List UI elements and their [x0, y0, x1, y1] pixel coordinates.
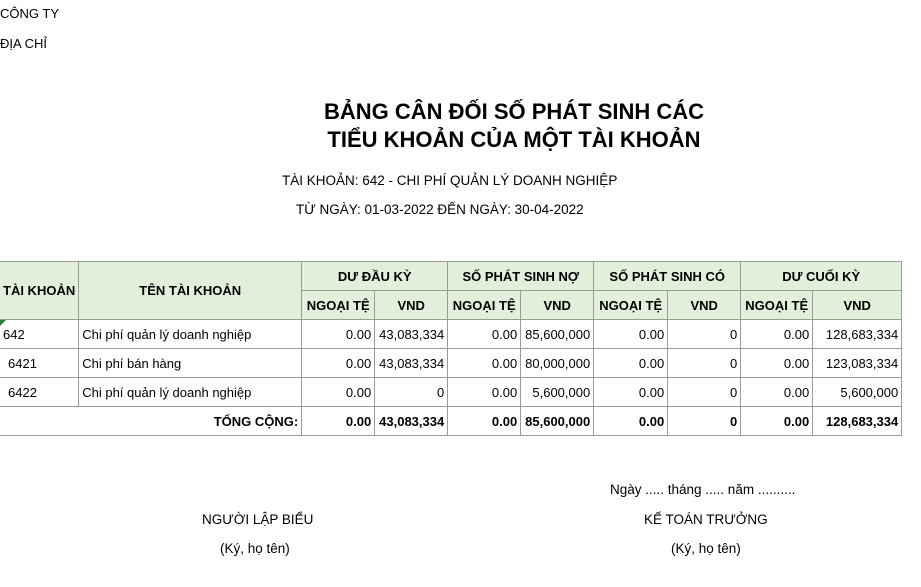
account-name-cell: Chi phí bán hàng	[79, 349, 302, 378]
sub-header-foreign: NGOẠI TỆ	[448, 291, 521, 320]
table-row	[0, 378, 902, 407]
preparer-title: NGƯỜI LẬP BIỂU	[202, 512, 314, 527]
table-row	[0, 349, 902, 378]
total-label: TỔNG CỘNG:	[0, 407, 302, 436]
preparer-sign-note: (Ký, họ tên)	[220, 541, 290, 556]
closing-vnd: 123,083,334	[813, 349, 902, 378]
account-code: 6422	[8, 384, 37, 400]
total-opening-foreign: 0.00	[302, 407, 375, 436]
total-credit-vnd: 0	[668, 407, 741, 436]
credit-vnd: 0	[668, 378, 741, 407]
opening-foreign: 0.00	[302, 349, 375, 378]
cell-note-flag-icon	[0, 320, 6, 326]
balance-table	[0, 261, 902, 436]
group-header-credit: SỐ PHÁT SINH CÓ	[594, 262, 741, 291]
sub-header-foreign: NGOẠI TỆ	[594, 291, 668, 320]
sub-header-vnd: VND	[813, 291, 902, 320]
signature-date-placeholder: Ngày ..... tháng ..... năm ..........	[610, 482, 796, 497]
group-header-opening: DƯ ĐẦU KỲ	[302, 262, 448, 291]
closing-vnd: 128,683,334	[813, 320, 902, 349]
col-header-name: TÊN TÀI KHOẢN	[79, 262, 302, 320]
opening-foreign: 0.00	[302, 378, 375, 407]
sub-header-vnd: VND	[668, 291, 741, 320]
sub-header-vnd: VND	[521, 291, 594, 320]
closing-foreign: 0.00	[741, 378, 813, 407]
date-range-line: TỪ NGÀY: 01-03-2022 ĐẾN NGÀY: 30-04-2022	[296, 202, 584, 217]
account-code-cell	[0, 320, 79, 349]
account-name-cell: Chi phí quản lý doanh nghiệp	[79, 378, 302, 407]
account-line: TÀI KHOẢN: 642 - CHI PHÍ QUẢN LÝ DOANH NGHIỆP	[282, 173, 618, 188]
credit-vnd: 0	[668, 320, 741, 349]
closing-vnd: 5,600,000	[813, 378, 902, 407]
table-row	[0, 320, 902, 349]
account-code-cell	[0, 378, 79, 407]
account-code: 642	[3, 326, 25, 342]
credit-vnd: 0	[668, 349, 741, 378]
address-label: ĐỊA CHỈ	[0, 36, 47, 51]
company-label: CÔNG TY	[0, 6, 59, 21]
closing-foreign: 0.00	[741, 320, 813, 349]
group-header-debit: SỐ PHÁT SINH NỢ	[448, 262, 594, 291]
total-opening-vnd: 43,083,334	[375, 407, 448, 436]
chief-accountant-sign-note: (Ký, họ tên)	[671, 541, 741, 556]
chief-accountant-title: KẾ TOÁN TRƯỞNG	[644, 512, 768, 527]
debit-foreign: 0.00	[448, 349, 521, 378]
credit-foreign: 0.00	[594, 378, 668, 407]
opening-vnd: 0	[375, 378, 448, 407]
closing-foreign: 0.00	[741, 349, 813, 378]
total-credit-foreign: 0.00	[594, 407, 668, 436]
account-name-cell: Chi phí quản lý doanh nghiệp	[79, 320, 302, 349]
opening-vnd: 43,083,334	[375, 349, 448, 378]
sub-header-foreign: NGOẠI TỆ	[302, 291, 375, 320]
debit-vnd: 85,600,000	[521, 320, 594, 349]
credit-foreign: 0.00	[594, 349, 668, 378]
debit-foreign: 0.00	[448, 320, 521, 349]
opening-foreign: 0.00	[302, 320, 375, 349]
report-title-line1: BẢNG CÂN ĐỐI SỐ PHÁT SINH CÁC	[323, 99, 705, 124]
header-row-1	[0, 262, 902, 291]
debit-vnd: 5,600,000	[521, 378, 594, 407]
report-title-line2: TIỂU KHOẢN CỦA MỘT TÀI KHOẢN	[327, 127, 701, 152]
debit-foreign: 0.00	[448, 378, 521, 407]
debit-vnd: 80,000,000	[521, 349, 594, 378]
total-closing-foreign: 0.00	[741, 407, 813, 436]
account-code-cell	[0, 349, 79, 378]
sub-header-vnd: VND	[375, 291, 448, 320]
credit-foreign: 0.00	[594, 320, 668, 349]
total-debit-foreign: 0.00	[448, 407, 521, 436]
col-header-account: TÀI KHOẢN	[0, 262, 79, 320]
account-code: 6421	[8, 355, 37, 371]
group-header-closing: DƯ CUỐI KỲ	[741, 262, 902, 291]
total-debit-vnd: 85,600,000	[521, 407, 594, 436]
total-row	[0, 407, 902, 436]
total-closing-vnd: 128,683,334	[813, 407, 902, 436]
opening-vnd: 43,083,334	[375, 320, 448, 349]
sub-header-foreign: NGOẠI TỆ	[741, 291, 813, 320]
